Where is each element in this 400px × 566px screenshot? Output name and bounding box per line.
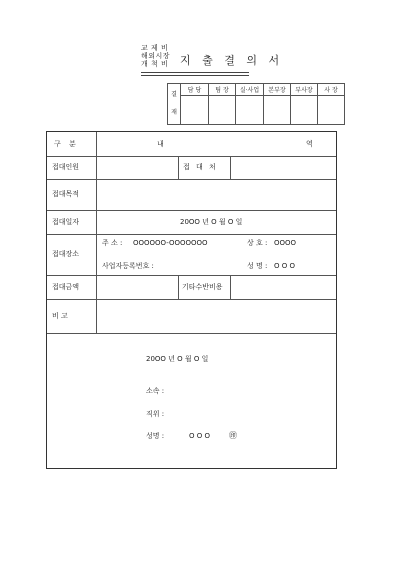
title-underline [141, 72, 249, 73]
applicant-name[interactable]: O O O [189, 432, 210, 440]
cell-divider [178, 156, 179, 179]
amount-field[interactable] [97, 276, 177, 298]
approval-side-label: 결 재 [168, 84, 181, 125]
other-expenses-field[interactable] [231, 276, 335, 298]
cell-divider [178, 275, 179, 299]
header-category: 구 분 [54, 140, 79, 148]
label-amount: 접대금액 [52, 283, 80, 291]
document-title: 지 출 결 의 서 [180, 54, 284, 67]
address-value[interactable]: OOOOOO-OOOOOOO [133, 239, 208, 247]
label-place: 접대장소 [52, 250, 80, 258]
label-business-number: 사업자등록번호 : [102, 262, 154, 270]
row-divider [47, 333, 336, 334]
label-date: 접대일자 [52, 218, 80, 226]
label-name: 성명 : [146, 432, 165, 440]
expense-form [46, 131, 383, 469]
label-affiliation: 소속 : [146, 387, 165, 395]
approval-sign-division[interactable] [236, 96, 264, 125]
type-development: 개 척 비 [141, 60, 169, 68]
label-remarks: 비 고 [52, 312, 68, 320]
label-purpose: 접대목적 [52, 190, 80, 198]
approval-col-hq-head: 본부장 [264, 84, 291, 96]
entertainment-date[interactable]: 20OO 년 O 월 O 일 [180, 218, 243, 226]
approval-sign-president[interactable] [318, 96, 345, 125]
label-owner-name: 성 명 : [247, 262, 268, 270]
row-divider [47, 234, 336, 235]
approval-sign-staff[interactable] [181, 96, 209, 125]
approval-col-staff: 담 당 [181, 84, 209, 96]
approval-sign-team-lead[interactable] [209, 96, 236, 125]
attendees-field[interactable] [97, 157, 177, 179]
title-underline-2 [141, 75, 249, 76]
footer-date: 20OO 년 O 월 O 일 [146, 355, 209, 363]
row-divider [47, 210, 336, 211]
owner-name-value[interactable]: O O O [274, 262, 295, 270]
label-entertainment-place: 접 대 처 [183, 163, 218, 171]
trade-name-value[interactable]: OOOO [274, 239, 297, 247]
entertainment-place-field[interactable] [231, 157, 335, 179]
label-other-expenses: 기타수반비용 [182, 283, 223, 291]
approval-sign-vp[interactable] [291, 96, 318, 125]
seal-icon: ㊞ [229, 431, 237, 440]
approval-table [167, 83, 345, 125]
approval-col-president: 사 장 [318, 84, 345, 96]
label-attendees: 접대인원 [52, 163, 80, 171]
type-overseas-market: 해외시장 [141, 52, 171, 60]
approval-sign-hq-head[interactable] [264, 96, 291, 125]
type-entertainment: 교 제 비 [141, 44, 169, 52]
approval-col-vp: 부사장 [291, 84, 318, 96]
label-trade-name: 상 호 : [247, 239, 268, 247]
label-address: 주 소 : [102, 239, 123, 247]
approval-col-team-lead: 팀 장 [209, 84, 236, 96]
remarks-field[interactable] [97, 300, 335, 332]
approval-col-division: 실·사업 [236, 84, 264, 96]
header-details: 내 역 [157, 140, 383, 148]
purpose-field[interactable] [97, 180, 335, 209]
label-position: 직위 : [146, 410, 165, 418]
